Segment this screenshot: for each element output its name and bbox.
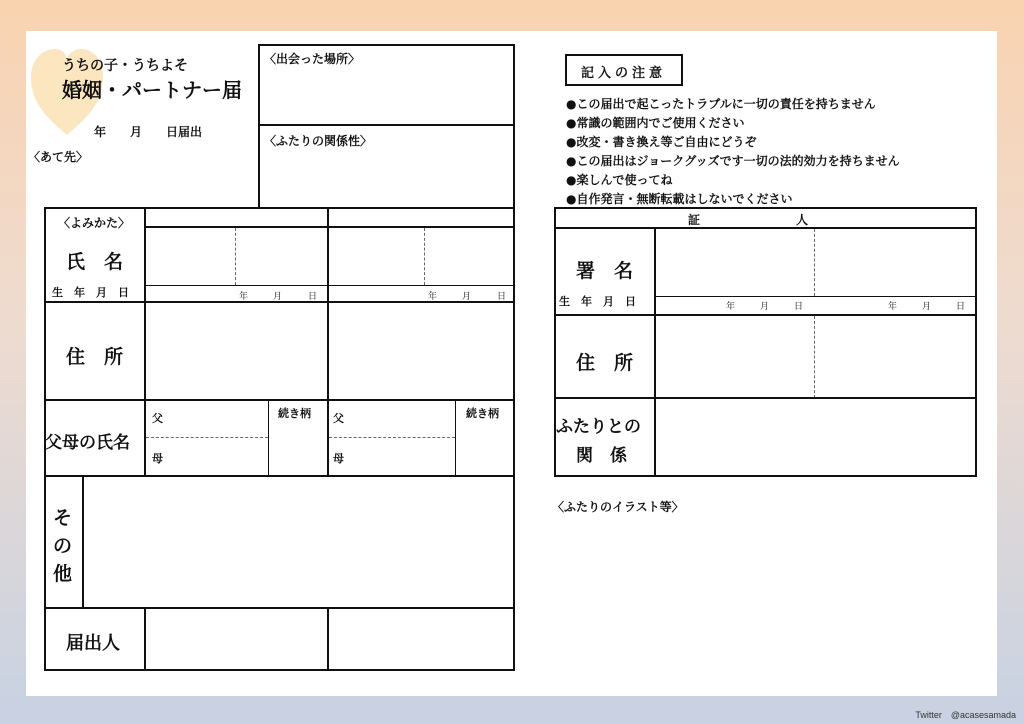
credit-text: Twitter @acasesamada bbox=[915, 710, 1016, 720]
note-item-5: ●楽しんで使ってね bbox=[566, 173, 673, 187]
witness-birth-label: 生 年 月 日 bbox=[559, 295, 636, 308]
filing-date: 年 月 日届出 bbox=[94, 125, 203, 139]
birth-date-units-2: 年 bbox=[428, 292, 438, 302]
relation-col-1: 続き柄 bbox=[278, 407, 311, 420]
other-label-2: の bbox=[53, 535, 73, 557]
witness-relation-label-1: ふたりとの bbox=[556, 417, 641, 437]
met-place-label: 〈出会った場所〉 bbox=[264, 52, 361, 66]
mother-label-2: 母 bbox=[333, 452, 344, 465]
birth-date-units-1: 年 bbox=[239, 292, 249, 302]
form-sheet: うちの子・うちよそ 婚姻・パートナー届 年 月 日届出 〈あて先〉 〈出会った場所〉 〈ふたりの関係性〉 〈よみかた〉 氏 名 生 年 月 日 年 月 日 年 月 日 住 所 父母の氏名 父 母 続き柄 父 母 続き柄 そ の 他 届出人 記入の注意 ●この届出で起こったトラブルに一切の責任を持ちません ●常識の範囲内でご使用ください ●改変・書き換え等ご自由にどうぞ ●この届出はジョークグッズです一切の法的効力を持ちません ●楽しんで使ってね ●自作発言・無断転載はしないでください 証 人 署 名 生 年 月 日 年 月 日 年 月 日 住 所 ふたりとの 関 係 〈ふたりのイラスト等〉 bbox=[26, 31, 997, 696]
name-label: 氏 名 bbox=[66, 251, 124, 273]
form-subtitle: うちの子・うちよそ bbox=[62, 58, 188, 74]
parents-label: 父母の氏名 bbox=[45, 433, 130, 453]
note-item-3: ●改変・書き換え等ご自由にどうぞ bbox=[566, 135, 757, 149]
relation-col-2: 続き柄 bbox=[466, 407, 499, 420]
other-label-3: 他 bbox=[53, 563, 73, 585]
addressee-label: 〈あて先〉 bbox=[28, 150, 89, 164]
witness-address-label: 住 所 bbox=[576, 352, 634, 374]
form-title: 婚姻・パートナー届 bbox=[62, 78, 242, 102]
note-item-4: ●この届出はジョークグッズです一切の法的効力を持ちません bbox=[566, 154, 900, 168]
reading-label: 〈よみかた〉 bbox=[58, 216, 131, 230]
note-item-2: ●常識の範囲内でご使用ください bbox=[566, 116, 745, 130]
filer-label: 届出人 bbox=[66, 633, 120, 654]
notes-title: 記入の注意 bbox=[581, 66, 667, 81]
other-label-1: そ bbox=[53, 507, 73, 529]
note-item-1: ●この届出で起こったトラブルに一切の責任を持ちません bbox=[566, 97, 876, 111]
mother-label-1: 母 bbox=[152, 452, 163, 465]
relationship-label: 〈ふたりの関係性〉 bbox=[264, 134, 373, 148]
address-label: 住 所 bbox=[66, 346, 124, 368]
witness-header: 証 人 bbox=[688, 213, 809, 227]
birth-label: 生 年 月 日 bbox=[52, 286, 129, 299]
witness-relation-label-2: 関 係 bbox=[576, 446, 627, 466]
father-label-1: 父 bbox=[152, 412, 163, 425]
witness-signature-label: 署 名 bbox=[576, 260, 634, 282]
father-label-2: 父 bbox=[333, 412, 344, 425]
note-item-6: ●自作発言・無断転載はしないでください bbox=[566, 192, 793, 206]
illustration-label: 〈ふたりのイラスト等〉 bbox=[552, 500, 684, 514]
